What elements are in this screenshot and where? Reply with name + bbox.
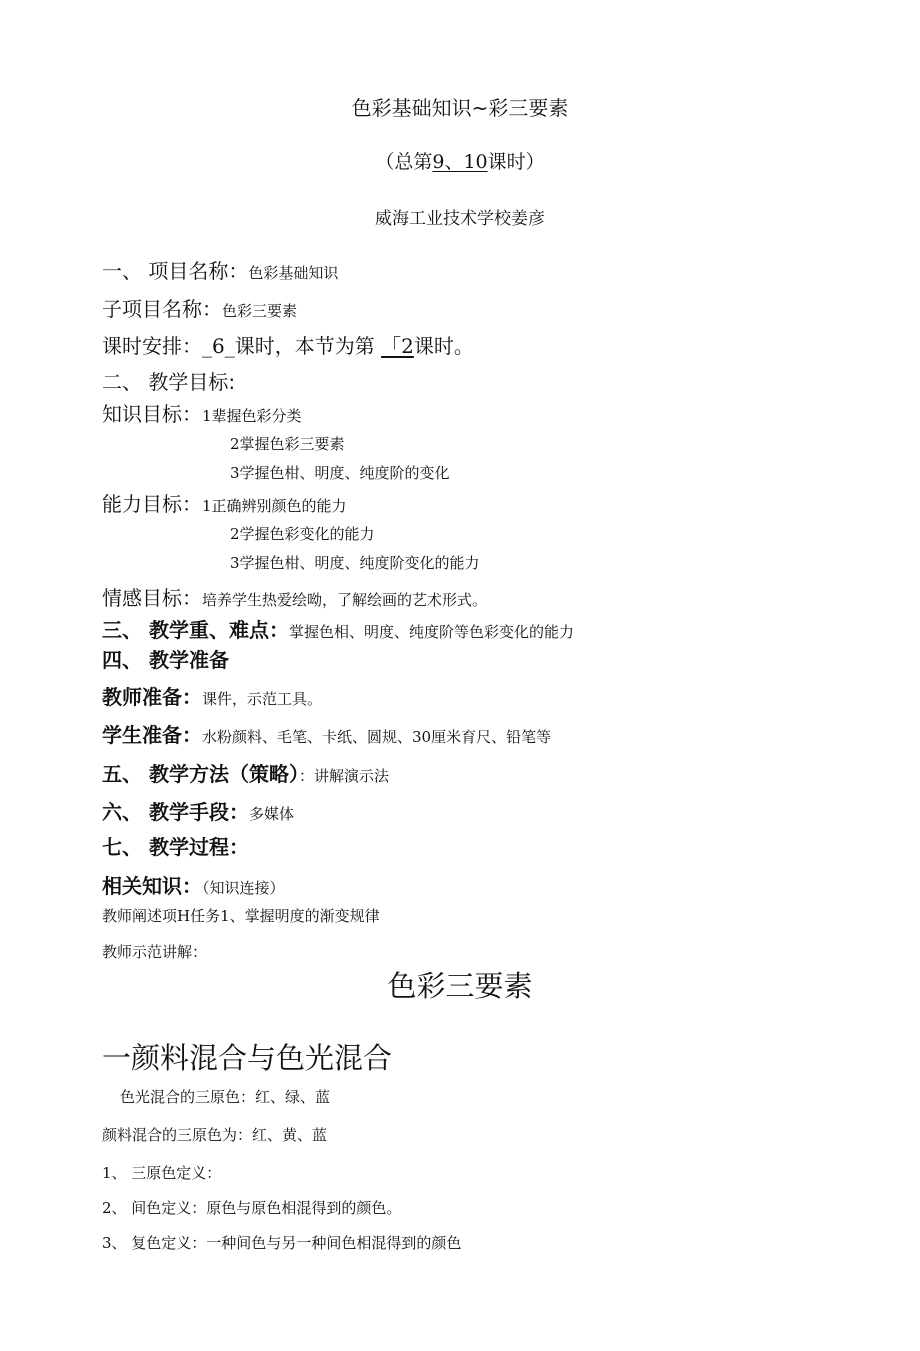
knowledge-goal-item: 1辈握色彩分类 (202, 407, 302, 425)
student-prep-label: 学生准备： (102, 723, 202, 747)
subproject-value: 色彩三要素 (222, 302, 298, 320)
means-row (102, 802, 294, 822)
method-value: ：讲解演示法 (298, 767, 389, 785)
related-row (102, 876, 285, 896)
schedule-total-hours: _6_ (202, 334, 235, 358)
student-prep-row (102, 725, 551, 745)
project-row (102, 261, 338, 281)
related-label: 相关知识： (102, 874, 202, 898)
body-line: 颜料混合的三原色为：红、黄、蓝 (102, 1126, 328, 1144)
section-title: 色彩三要素 (387, 969, 533, 1003)
student-prep-value: 水粉颜料、毛笔、卡纸、圆规、30厘米育尺、铅笔等 (202, 728, 552, 746)
prep-heading: 四、 教学准备 (102, 648, 229, 672)
teacher-line: 教师示范讲解： (102, 943, 208, 961)
subtitle-prefix: （总第 (375, 151, 433, 173)
knowledge-goal-item: 3学握色柑、明度、纯度阶的变化 (230, 464, 450, 482)
teacher-line: 教师阐述项H任务1、掌握明度的渐变规律 (102, 907, 380, 925)
subproject-label: 子项目名称： (102, 297, 222, 321)
project-label: 一、 项目名称： (102, 259, 249, 283)
schedule-row (102, 336, 474, 356)
schedule-lesson-number: 「2 (381, 334, 414, 358)
knowledge-goal-item: 2掌握色彩三要素 (230, 435, 345, 453)
subtitle-hours: 9、10 (432, 151, 488, 173)
document-subtitle (0, 153, 920, 172)
body-line: 色光混合的三原色：红、绿、蓝 (120, 1088, 331, 1106)
goals-heading: 二、 教学目标: (102, 370, 236, 394)
teacher-prep-row (102, 687, 322, 707)
document-title: 色彩基础知识~彩三要素 (351, 96, 569, 120)
process-heading: 七、 教学过程： (102, 835, 249, 859)
emotion-goal-row (102, 588, 487, 608)
schedule-middle: 课时，本节为第 (234, 334, 375, 358)
method-row (102, 764, 389, 784)
ability-goals-row (102, 494, 347, 514)
key-points-label: 三、 教学重、难点： (102, 618, 289, 642)
means-value: 多媒体 (248, 805, 294, 823)
emotion-goal-value: 培养学生热爱绘呦，了解绘画的艺术形式。 (202, 591, 488, 609)
subtitle-suffix: 课时） (487, 151, 545, 173)
document-author: 威海工业技术学校姜彦 (375, 209, 545, 229)
subsection-title: 一颜料混合与色光混合 (102, 1041, 393, 1075)
project-value: 色彩基础知识 (248, 264, 339, 282)
emotion-goal-label: 情感目标： (102, 586, 202, 610)
subproject-row (102, 299, 297, 319)
schedule-suffix: 课时。 (413, 334, 474, 358)
related-value: （知识连接） (202, 879, 285, 897)
ability-goal-item: 1正确辨别颜色的能力 (202, 497, 347, 515)
means-label: 六、 教学手段： (102, 800, 249, 824)
knowledge-goals-label: 知识目标： (102, 402, 202, 426)
key-points-row (102, 620, 574, 640)
teacher-prep-value: 课件，示范工具。 (202, 690, 323, 708)
schedule-prefix: 课时安排： (102, 334, 202, 358)
method-label: 五、 教学方法（策略） (102, 762, 299, 786)
body-line: 2、 间色定义：原色与原色相混得到的颜色。 (102, 1199, 402, 1217)
ability-goals-label: 能力目标： (102, 492, 202, 516)
body-line: 1、 三原色定义： (102, 1164, 222, 1182)
knowledge-goals-row (102, 404, 302, 424)
teacher-prep-label: 教师准备： (102, 685, 202, 709)
key-points-value: 掌握色相、明度、纯度阶等色彩变化的能力 (288, 623, 574, 641)
ability-goal-item: 3学握色柑、明度、纯度阶变化的能力 (230, 554, 480, 572)
ability-goal-item: 2学握色彩变化的能力 (230, 525, 375, 543)
body-line: 3、 复色定义：一种间色与另一种间色相混得到的颜色 (102, 1234, 462, 1252)
